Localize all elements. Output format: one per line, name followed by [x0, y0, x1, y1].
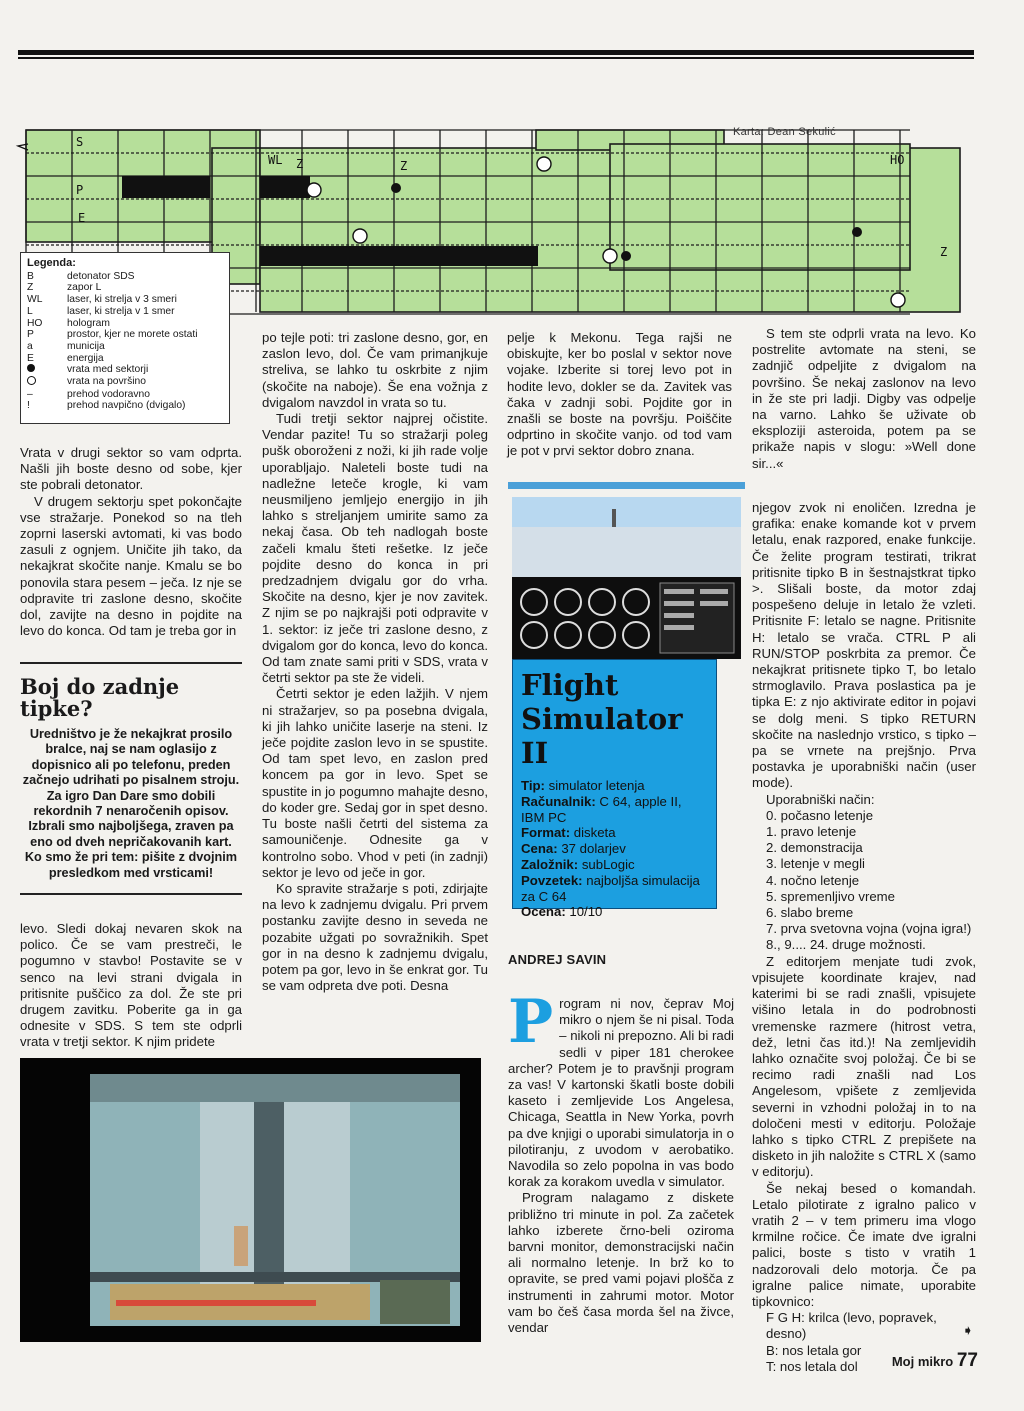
legend-text: municija [67, 340, 105, 352]
legend-row [27, 294, 223, 306]
reader-note-box [20, 676, 242, 881]
svg-text:HO: HO [890, 153, 905, 167]
legend-text: prehod navpično (dvigalo) [67, 400, 186, 412]
game-info-box [512, 659, 717, 920]
svg-text:P: P [76, 183, 84, 197]
legend-title: Legenda: [27, 257, 76, 269]
svg-text:WL: WL [268, 153, 283, 167]
legend-key: ! [27, 400, 30, 412]
column-4-top [752, 326, 976, 472]
legend-text: prehod vodoravno [67, 388, 151, 400]
paragraph: pelje k Mekonu. Tega rajši ne obiskujte, ker bo poslal v sektor nove vojake. Izberite si torej levo pot in hodite levo, dokler se da. Zavitek vas čaka v zadnji sobi. Pojdite gor in znašli se boste na površju. Poiščite odprtino in skočite vanjo. od tod vam je pot v prvi sektor dobro znana. [507, 330, 732, 459]
mode-item: 7. prva svetovna vojna (vojna igra!) [766, 921, 972, 937]
legend-text: energija [67, 352, 104, 364]
column-2 [262, 330, 488, 994]
svg-text:Z: Z [400, 159, 408, 173]
paragraph: Četrti sektor je eden lažjih. V njem ni stražarjev, so pa posebna dvigala, ki jih lahko uničite laserje na steni. Iz ječe pojdite zaslon levo in se spustite. Od tam spet levo, en zaslon pred koncem pa gor in levo. Spet se spustite in jo pogumno mahajte desno, do koder gre. Sedaj gor in spet desno. Tu boste našli četrti del sistema za samouničenje. Odnesite ga v kontrolno sobo. Vhod v peti (in zadnji) sektor je levo od ječe in gor. [262, 686, 488, 880]
paragraph: Z editorjem menjate tudi zvok, vpisujete koordinate krajev, nad katerimi bi se radi znašli, vpisujete višino letala in do podrobnosti vremenske razmere (hitrost vetra, dež, letni čas itd.)! Na zemljevidih lahko označite svoj položaj. Če bi se recimo radi znašli nad Los Angelesom, vpišete z zemljevida severni in vzhodni položaj in to na določeni mesti v editorju. Položaje lahko s tipko CTRL Z prepišete na disketo in jih naložite s CTRL X (samo v editorju). [752, 953, 976, 1180]
legend-key: B [27, 270, 34, 282]
mode-item: 5. spremenljivo vreme [766, 888, 895, 904]
map-legend [20, 252, 230, 424]
mode-item: 4. nočno letenje [766, 872, 860, 888]
legend-row [27, 329, 223, 341]
paragraph: Vrata v drugi sektor so vam odprta. Našli jih boste desno od sobe, kjer ste pobrali detonator. [20, 445, 242, 493]
key-item: T: nos letala dol [766, 1358, 858, 1374]
paragraph: po tejle poti: tri zaslone desno, gor, en zaslon levo, dol. Če vam primanjkuje streliva, se lahko tu oskrbite z njim (skočite na naboje). Še ena vožnja z dvigalom navzdol in vrata so tu. [262, 330, 488, 410]
legend-key: P [27, 329, 34, 341]
legend-row [27, 364, 223, 376]
legend-text: vrata na površino [67, 376, 146, 388]
mode-item: 3. letenje v megli [766, 856, 865, 872]
legend-key: WL [27, 294, 43, 306]
box-bottom-rule [20, 893, 242, 895]
legend-text: vrata med sektorji [67, 364, 149, 376]
legend-row [27, 400, 223, 412]
legend-row [27, 389, 223, 401]
fact-value: disketa [573, 825, 616, 841]
svg-text:E: E [78, 211, 86, 225]
accent-bar [508, 482, 745, 489]
paragraph: Ko spravite stražarje s poti, zdirjajte na levo k zadnjemu dvigalu. Pri prvem postanku zavijte desno in seveda ne pozabite užgati po sovražnikih. Spet gor in na desno k zadnjemu dvigalu, potem pa gor, levo in še enkrat gor. Tu se vam odpreta dve poti. Desna [262, 880, 488, 994]
fact-value: simulator letenja [548, 778, 645, 793]
column-3-top [507, 330, 732, 460]
legend-key: HO [27, 317, 43, 329]
legend-text: zapor L [67, 282, 102, 294]
fact-row [521, 841, 708, 857]
fact-label: Format: [521, 825, 571, 841]
legend-text: detonator SDS [67, 270, 135, 282]
fact-row [521, 825, 708, 841]
legend-row [27, 306, 223, 318]
page-footer [892, 1350, 978, 1372]
door-symbol [27, 364, 35, 372]
drop-cap: P [508, 987, 554, 1057]
legend-key: E [27, 352, 34, 364]
svg-text:Z: Z [296, 157, 304, 171]
paragraph: Program nalagamo z diskete približno tri minute in pol. Za začetek lahko izberete črno-beli oziroma barvni monitor, demonstracijski način ali normalno letenje. In brž ko to opravite, se pred vami pojavi plošča z instrumenti in zahrumi motor. Motor vam bo češ časa morda šel na živce, vendar [508, 1190, 734, 1336]
surface-door-symbol [27, 376, 36, 385]
legend-key [27, 364, 67, 376]
legend-key: L [27, 305, 33, 317]
legend-key: a [27, 340, 33, 352]
fact-value: 10/10 [569, 904, 603, 920]
fact-row [521, 794, 708, 826]
continue-arrow: ➧ [962, 1322, 974, 1338]
paragraph: Še nekaj besed o komandah. Letalo pilotirate z igralno palico v vratih 2 – v tem primeru ima vlogo krmilne ročice. Če imate dve igralni palici, boste s tisto v vratih 1 nadzorovali delo motorja. Če pa igralne palice nimate, uporabite tipkovnico: [752, 1180, 976, 1309]
column-4-article [752, 500, 976, 1375]
svg-text:S: S [76, 135, 84, 149]
column-1-bottom [20, 921, 242, 1051]
fact-label: Cena: [521, 841, 558, 857]
legend-text: hologram [67, 317, 110, 329]
fact-value: C 64, apple II, IBM PC [521, 793, 682, 825]
fact-label: Založnik: [521, 856, 579, 872]
svg-text:Z: Z [940, 245, 948, 259]
paragraph: levo. Sledi dokaj nevaren skok na polico. Če se vam prestreči, le pogumno v stavbo! Postavite se v senco na levi strani dvigala in pritisnite puščico za dol. Že ste pri drugem zavitku. Poberite ga in ga odnesite v SDS. S tem ste odprli vrata v tretji sektor. K njim pridete [20, 921, 242, 1050]
legend-row [27, 271, 223, 283]
modes-list [752, 808, 976, 954]
page-number: 77 [956, 1350, 978, 1371]
paragraph: S tem ste odprli vrata na levo. Ko postrelite avtomate na steni, se zadnjič odpeljite z dvigalom na površino. Še nekaj zaslonov na levo in že ste pri ladji. Digby vas odpelje na varno. Lahko še uživate ob eksploziji asteroida, potem pa se prikaže napis v slogu: »Well done sir...« [752, 326, 976, 471]
mode-item: 8., 9.... 24. druge možnosti. [766, 937, 926, 953]
dan-dare-screenshot [20, 1058, 481, 1342]
legend-text: laser, ki strelja v 1 smer [67, 305, 175, 317]
flight-simulator-screenshot [512, 497, 741, 659]
paragraph: njegov zvok ni enoličen. Izredna je grafika: enake komande kot v prvem letalu, enak razpored, enake funkcije. Če želite program testirati, trikrat pritisnite tipko B in šestnajstkrat tipko >. Slišali boste, da motor zdaj pospešeno deluje in letalo že vzleti. Pritisnite F: letalo se nagne. Pritisnite H: letalo se vrača. CTRL P ali RUN/STOP poskrbita za premor. Če nekajkrat pritisnete tipko T, bo letalo strmoglavilo. Prava poslastica pa je tipka E: z njo aktivirate editor in pojavi se dolg meni. S tipko RETURN skočite na naslednjo vrstico, s tipko – pa se vrnete na prejšnjo. Prva postavka je uporabniški način (user mode). [752, 500, 976, 791]
key-item: B: nos letala gor [766, 1342, 862, 1358]
key-item: F G H: krilca (levo, popravek, desno) [766, 1310, 937, 1342]
fact-row [521, 904, 708, 920]
paragraph: Tudi tretji sektor najprej očistite. Vendar pazite! Tu so stražarji poleg pušk oboroženi z noži, ki jih rade volje uporabljajo. Naleteli boste tudi na nadležne leteče krogle, ki vam neusmiljeno jemljejo energijo in jih lahko s streljanjem umirite samo za nekaj časa. Ob teh nadlogah boste začeli kmalu šteti rešetke. Iz ječe pojdite desno do konca in pri predzadnjem dvigalu gor do vrha. Skočite na desno, kjer je nov zavitek. Z njim se po najkrajši poti odpravite v 1. sektor: iz ječe tri zaslone desno, z dvigalom gor do konca, levo do konca. Od tam znate sami priti v SDS, vrata v četrti sektor pa ste že videli. [262, 411, 488, 686]
article-author: ANDREJ SAVIN [508, 952, 607, 967]
mode-item: 6. slabo breme [766, 905, 854, 921]
map-credit: Karta: Dean Sekulić [733, 126, 836, 138]
box-top-rule [20, 662, 242, 664]
legend-row [27, 318, 223, 330]
game-facts [521, 778, 708, 920]
fact-label: Tip: [521, 778, 545, 793]
fact-value: 37 dolarjev [561, 841, 626, 857]
box-text: Uredništvo je že nekajkrat prosilo bralce, naj se nam oglasijo z dopisnico ali po telefonu, preden začnejo udrihati po pisalnem stroju. Za igro Dan Dare smo dobili rekordnih 7 nenaročenih opisov. Izbrali smo najboljšega, zraven pa eno od dveh nepričakovanih kart. Ko smo že pri tem: pišite z dvojnim presledkom med vrsticami! [22, 727, 240, 880]
legend-row [27, 341, 223, 353]
magazine-name: Moj mikro [891, 1354, 954, 1369]
column-1-top [20, 445, 242, 639]
game-title: Flight Simulator II [521, 668, 683, 770]
fact-value: subLogic [581, 856, 635, 872]
fact-label: Povzetek: [521, 872, 583, 888]
legend-key: – [27, 388, 33, 400]
fact-row [521, 873, 708, 905]
column-3-article [508, 987, 734, 1336]
mode-item: 2. demonstracija [766, 840, 863, 856]
modes-title: Uporabniški način: [766, 791, 875, 807]
mode-item: 1. pravo letenje [766, 824, 857, 840]
fact-row [521, 857, 708, 873]
fact-label: Ocena: [521, 904, 566, 920]
mode-item: 0. počasno letenje [766, 807, 874, 823]
paragraph: rogram ni nov, čeprav Moj mikro o njem še ni pisal. Toda – nikoli ni prepozno. Ali bi radi sedli v piper 181 cherokee archer? Potem je to pravšnji program za vas! V kartonski škatli boste dobili kaseto i zemljevide Los Angelesa, Chicaga, Seattla in New Yorka, povrh pa dve knjigi o uporabi simulatorja in o pilotiranju, z uvodom v aerobatiko. Navodila so zelo popolna in vas bodo korak za korakom uvedla v simulator. [508, 996, 734, 1190]
legend-text: prostor, kjer ne morete ostati [67, 329, 198, 341]
legend-row [27, 282, 223, 294]
legend-row [27, 353, 223, 365]
legend-key: Z [27, 282, 34, 294]
top-rule [18, 50, 974, 59]
legend-row [27, 376, 223, 389]
paragraph: V drugem sektorju spet pokončajte vse stražarje. Ponekod so na tleh zoprni laserski avtomati, ki vas bodo zasuli z ognjem. Uničite jih tako, da nekajkrat skočite nanje. Kmalu se bo ponovila stara pesem – ječa. Iz nje se odpravite tri zaslone desno, skočite dol, zavijte na desno in pojdite na levo do konca. Od tam je treba gor in [20, 493, 242, 639]
fact-row [521, 778, 708, 794]
box-title: Boj do zadnje tipke? [20, 674, 180, 721]
legend-key [27, 376, 67, 389]
legend-text: laser, ki strelja v 3 smeri [67, 294, 177, 306]
fact-value: najboljša simulacija za C 64 [521, 872, 700, 904]
fact-label: Računalnik: [521, 793, 596, 809]
